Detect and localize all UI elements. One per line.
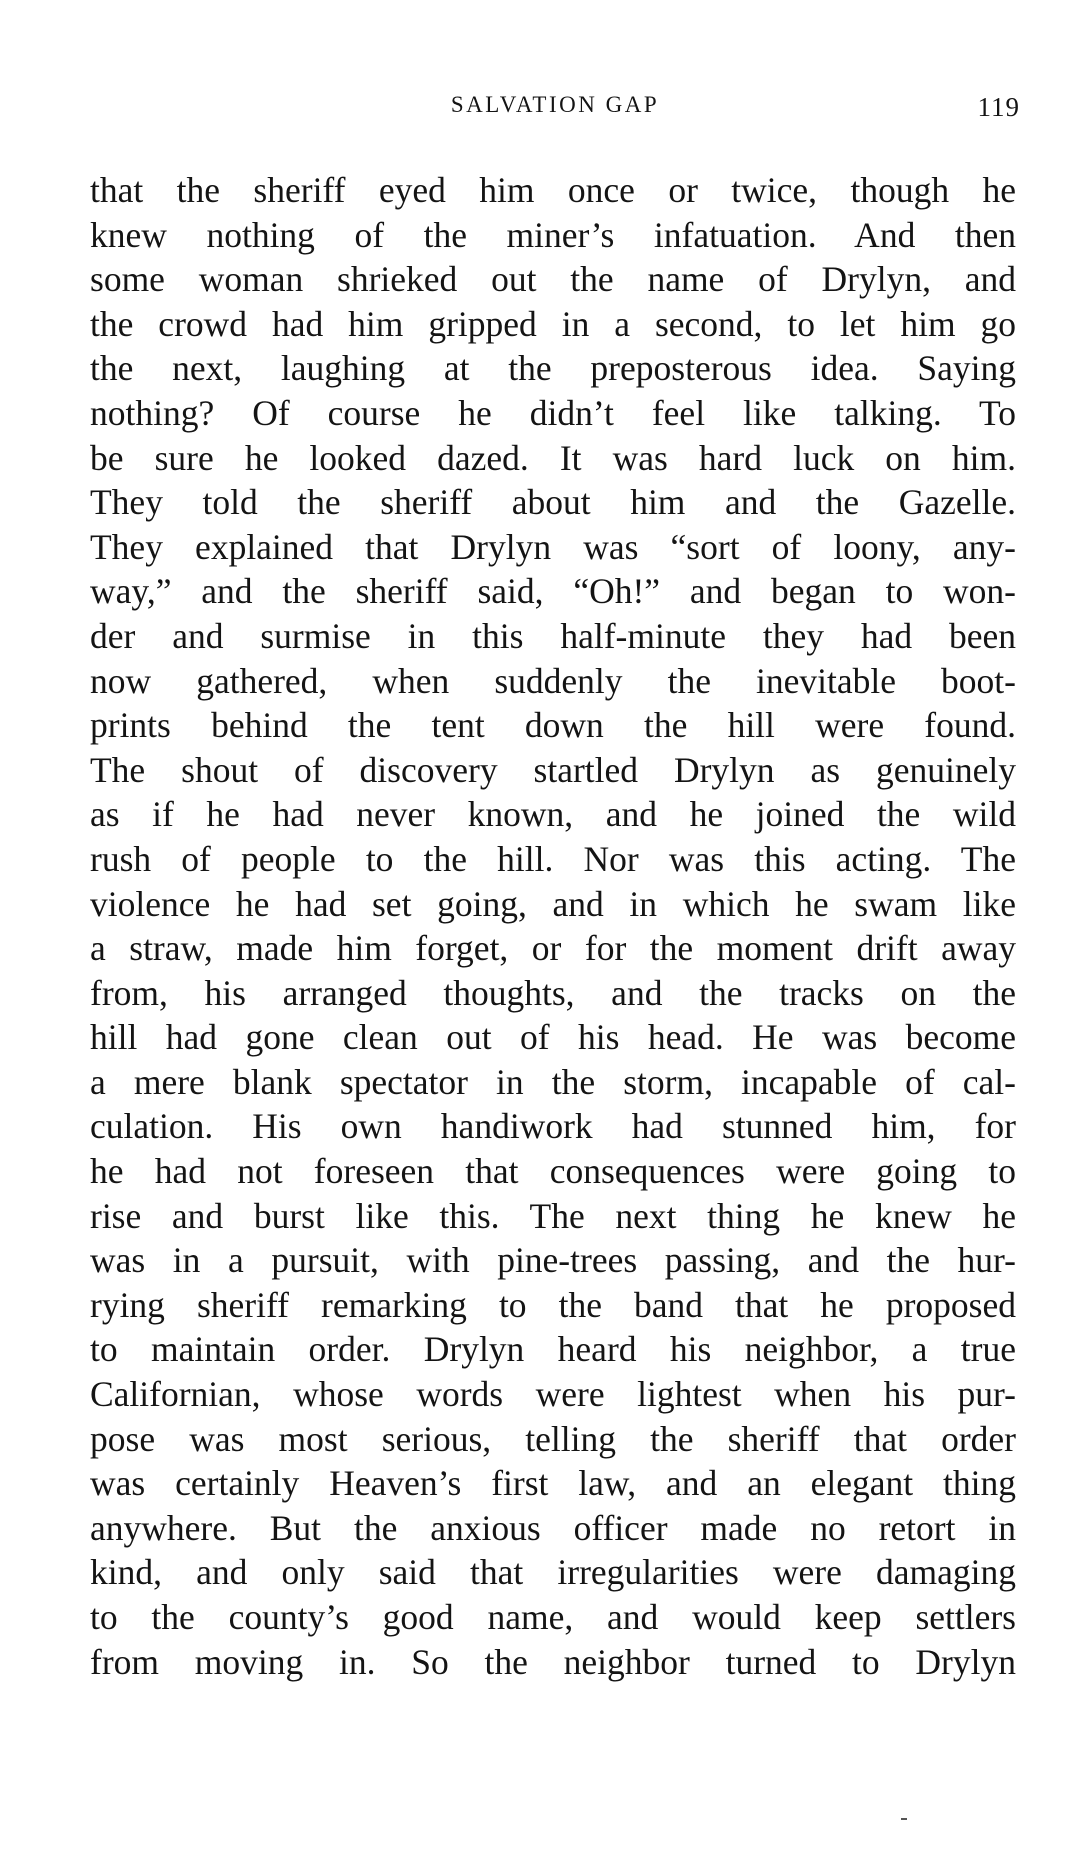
text-line: the crowd had him gripped in a second, to let him go	[90, 303, 1016, 344]
print-speck	[901, 1818, 907, 1820]
text-line: prints behind the tent down the hill were found.	[90, 705, 1016, 746]
text-line: violence he had set going, and in which he swam like	[90, 883, 1016, 924]
running-head	[90, 92, 1020, 132]
text-line: to maintain order. Drylyn heard his neighbor, a true	[90, 1329, 1016, 1370]
body-text	[90, 168, 1016, 1684]
text-line: was in a pursuit, with pine-trees passing, and the hur-	[90, 1240, 1016, 1281]
text-line: rise and burst like this. The next thing he knew he	[90, 1195, 1016, 1236]
text-line: They explained that Drylyn was “sort of loony, any-	[90, 526, 1016, 567]
text-line: he had not foreseen that consequences were going to	[90, 1151, 1016, 1192]
text-line: kind, and only said that irregularities were damaging	[90, 1552, 1016, 1593]
text-line: a straw, made him forget, or for the moment drift away	[90, 928, 1016, 969]
text-line: pose was most serious, telling the sheriff that order	[90, 1418, 1016, 1459]
running-title: SALVATION GAP	[450, 92, 660, 117]
text-line: rush of people to the hill. Nor was this acting. The	[90, 838, 1016, 879]
page-number: 119	[977, 92, 1020, 122]
text-line: was certainly Heaven’s first law, and an elegant thing	[90, 1463, 1016, 1504]
text-line: as if he had never known, and he joined the wild	[90, 794, 1016, 835]
text-line: that the sheriff eyed him once or twice, though he	[90, 170, 1016, 210]
text-line: nothing? Of course he didn’t feel like talking. To	[90, 392, 1016, 433]
text-line: rying sheriff remarking to the band that he proposed	[90, 1284, 1016, 1325]
text-line: hill had gone clean out of his head. He was become	[90, 1017, 1016, 1058]
text-line: Californian, whose words were lightest when his pur-	[90, 1374, 1016, 1415]
text-line: some woman shrieked out the name of Drylyn, and	[90, 259, 1016, 300]
text-line: der and surmise in this half-minute they had been	[90, 615, 1016, 656]
text-line: anywhere. But the anxious officer made no retort in	[90, 1507, 1016, 1548]
text-line: way,” and the sheriff said, “Oh!” and began to won-	[90, 571, 1016, 612]
text-line: the next, laughing at the preposterous idea. Saying	[90, 348, 1016, 389]
text-line: be sure he looked dazed. It was hard luck on him.	[90, 437, 1016, 478]
text-line: a mere blank spectator in the storm, incapable of cal-	[90, 1061, 1016, 1102]
text-line: They told the sheriff about him and the Gazelle.	[90, 482, 1016, 523]
text-line: from moving in. So the neighbor turned to Drylyn	[90, 1641, 1016, 1682]
text-line: from, his arranged thoughts, and the tracks on the	[90, 972, 1016, 1013]
text-line: The shout of discovery startled Drylyn as genuinely	[90, 749, 1016, 790]
text-line: to the county’s good name, and would keep settlers	[90, 1597, 1016, 1637]
text-line: culation. His own handiwork had stunned him, for	[90, 1106, 1016, 1147]
text-line: now gathered, when suddenly the inevitable boot-	[90, 660, 1016, 701]
text-line: knew nothing of the miner’s infatuation. And then	[90, 214, 1016, 255]
